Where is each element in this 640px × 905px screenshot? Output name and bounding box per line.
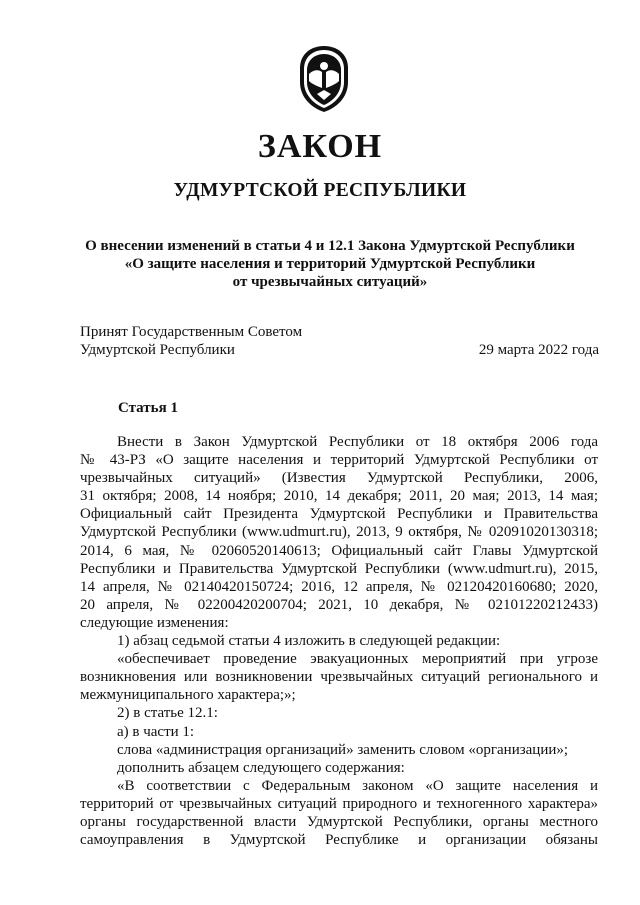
body-line: а) в части 1:: [117, 723, 195, 740]
article-title: Статья 1: [118, 400, 178, 416]
body-line: самоуправления в Удмуртской Республике и организации обязаны: [80, 832, 598, 849]
body-line: территорий от чрезвычайных ситуаций природного и техногенного характера»: [80, 795, 598, 812]
document-title: ЗАКОН: [257, 128, 383, 165]
body-line: органы государственной власти Удмуртской Республики, органы местного: [80, 813, 598, 830]
coat-of-arms-icon: [295, 44, 353, 114]
heading-line: О внесении изменений в статьи 4 и 12.1 Закона Удмуртской Республики: [85, 238, 575, 254]
body-line: возникновения или возникновении чрезвычайных ситуаций регионального и: [80, 669, 598, 686]
adopted-by: [80, 323, 302, 359]
adopted-line: Принят Государственным Советом: [80, 324, 303, 340]
body-line: дополнить абзацем следующего содержания:: [117, 759, 405, 776]
body-line: «В соответствии с Федеральным законом «О защите населения и: [117, 777, 598, 794]
heading-line: от чрезвычайных ситуаций»: [232, 274, 428, 290]
heading-line: «О защите населения и территорий Удмуртской Республики: [124, 256, 536, 272]
adoption-date: 29 марта 2022 года: [478, 342, 599, 358]
body-line: 2) в статье 12.1:: [117, 705, 218, 722]
body-line: 31 октября; 2008, 14 ноября; 2010, 14 декабря; 2011, 20 мая; 2013, 14 мая;: [80, 488, 598, 505]
body-line: 14 апреля, № 02140420150724; 2016, 12 апреля, № 02120420160680; 2020,: [80, 578, 598, 595]
body-line: 20 апреля, № 02200420200704; 2021, 10 декабря, № 02101220212433): [80, 596, 598, 613]
body-line: следующие изменения:: [80, 614, 229, 631]
law-heading: [60, 237, 600, 291]
body-line: 2014, 6 мая, № 02060520140613; Официальный сайт Главы Удмуртской: [80, 542, 598, 559]
body-line: Республики и Правительства Удмуртской Республики (www.udmurt.ru), 2015,: [80, 560, 598, 577]
body-line: Официальный сайт Президента Удмуртской Республики и Правительства: [80, 506, 598, 523]
adopted-line: Удмуртской Республики: [80, 342, 235, 358]
article-body: [80, 433, 598, 849]
body-line: 1) абзац седьмой статьи 4 изложить в следующей редакции:: [117, 633, 501, 650]
body-line: Внести в Закон Удмуртской Республики от 18 октября 2006 года: [117, 434, 598, 450]
body-line: «обеспечивает проведение эвакуационных мероприятий при угрозе: [117, 651, 598, 668]
document-subtitle: УДМУРТСКОЙ РЕСПУБЛИКИ: [173, 180, 467, 201]
body-line: слова «администрация организаций» заменить словом «организации»;: [117, 741, 569, 758]
body-line: № 43-РЗ «О защите населения и территорий Удмуртской Республики от: [80, 452, 598, 469]
body-line: межмуниципального характера;»;: [80, 687, 296, 704]
body-line: чрезвычайных ситуаций» (Известия Удмуртской Республики, 2006,: [80, 470, 598, 487]
body-line: Удмуртской Республики (www.udmurt.ru), 2013, 9 октября, № 02091020130318;: [80, 524, 598, 541]
